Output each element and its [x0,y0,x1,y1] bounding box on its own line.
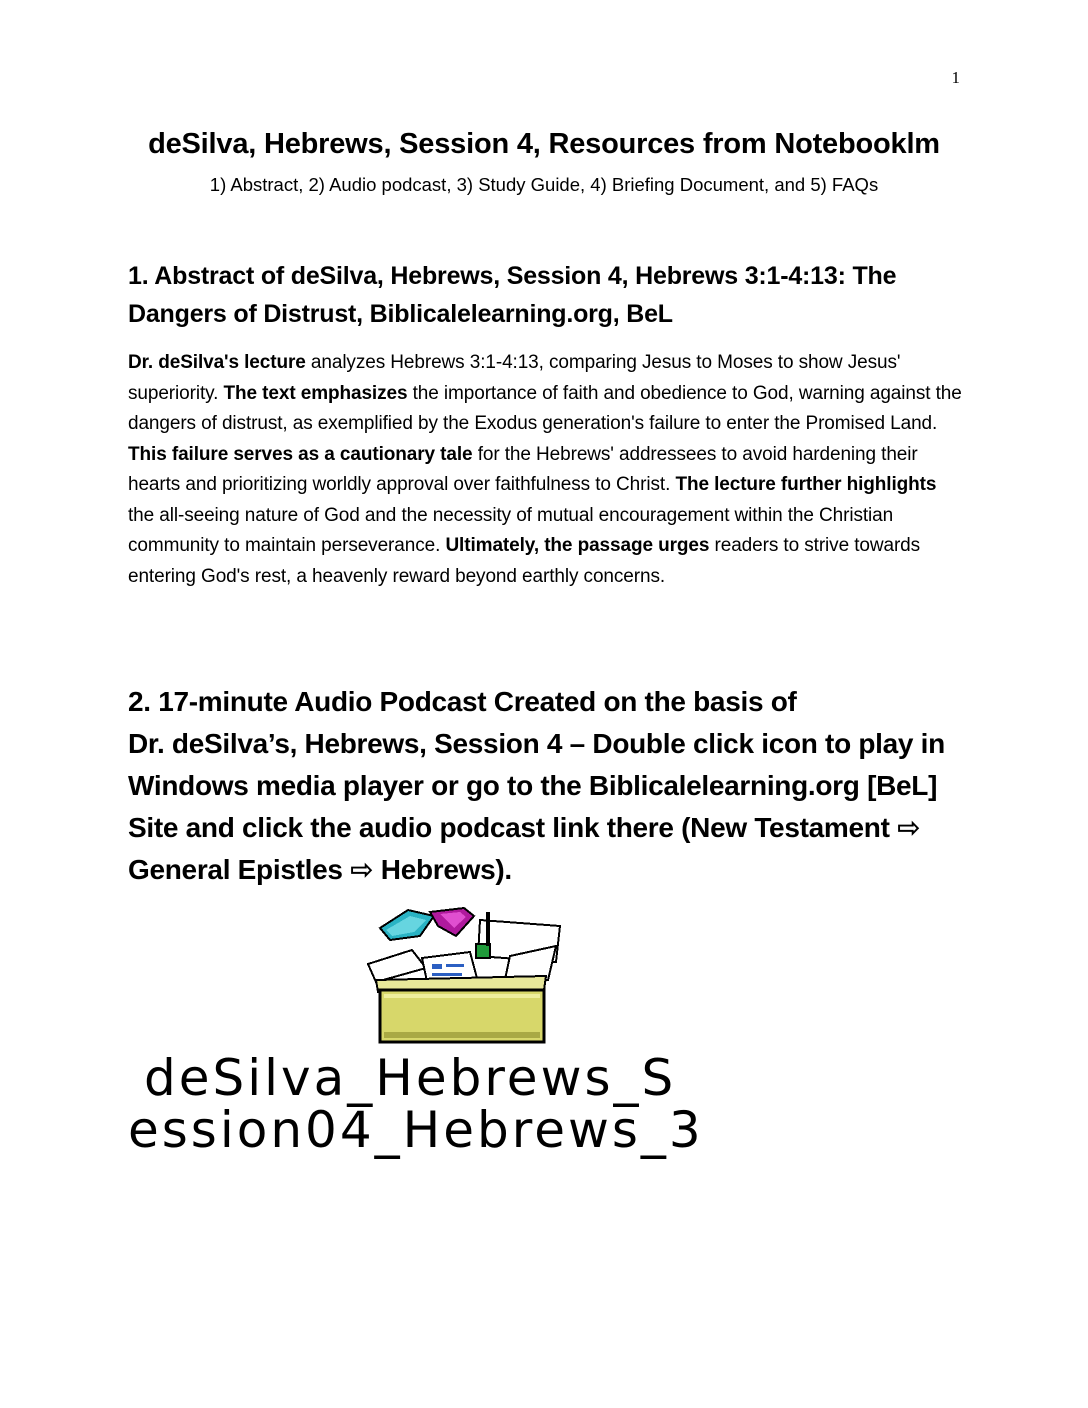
abstract-text-2: the importance of faith and obedience to God, warning against the dangers of distrust, as exemplified by the Exodus generation's failure to enter the Promised Land. [128,382,962,434]
abstract-text-5: readers to strive towards entering God's rest, a heavenly reward beyond earthly concerns. [128,535,921,587]
abstract-lead-5: Ultimately, the passage urges [445,535,710,556]
section-2-heading-line-1: 2. 17-minute Audio Podcast Created on the basis of [128,686,797,717]
section-2-heading-line-3: Windows media player or go to the Biblicalelearning.org [BeL] [128,770,938,801]
abstract-lead-1: Dr. deSilva's lecture [128,352,306,373]
section-2-heading-line-5-text-a: General Epistles [128,854,351,885]
abstract-lead-3: This failure serves as a cautionary tale [128,443,473,465]
section-2-heading-line-5 [128,849,968,891]
document-subtitle: 1) Abstract, 2) Audio podcast, 3) Study Guide, 4) Briefing Document, and 5) FAQs [209,174,879,195]
right-arrow-icon: ⇨ [897,812,921,843]
section-2-heading-line-4 [128,807,968,849]
abstract-text-3: for the Hebrews' addressees to avoid hardening their hearts and prioritizing worldly approval over faithfulness to Christ. [128,443,918,495]
section-2-heading-line-4-text: Site and click the audio podcast link there (New Testament [128,812,898,843]
section-2-heading [128,681,968,891]
attachment-filename[interactable] [128,1052,804,1164]
attachment-filename-line-1: deSilva_Hebrews_S [144,1052,677,1107]
abstract-text-1: analyzes Hebrews 3:1-4:13, comparing Jesus to Moses to show Jesus' superiority. [128,352,901,404]
package-icon[interactable] [360,906,566,1046]
document-title: deSilva, Hebrews, Session 4, Resources from Notebooklm [148,128,940,160]
section-1-heading-line-2: Dangers of Distrust, Biblicalelearning.org, BeL [128,300,673,328]
section-1-heading [128,257,958,333]
section-2-heading-line-5-text-b: Hebrews). [373,854,512,885]
attachment-filename-line-2: ession04_Hebrews_3 [128,1101,704,1159]
section-2-heading-line-2: Dr. deSilva’s, Hebrews, Session 4 – Double click icon to play in [128,728,945,759]
section-1-heading-line-1: 1. Abstract of deSilva, Hebrews, Session 4, Hebrews 3:1-4:13: The [128,262,897,290]
page-number: 1 [951,68,960,87]
abstract-text-4: the all-seeing nature of God and the necessity of mutual encouragement within the Christian community to maintain perseverance. [128,504,894,556]
abstract-lead-2: The text emphasizes [223,382,408,404]
right-arrow-icon: ⇨ [350,854,374,885]
abstract-paragraph [128,348,963,592]
abstract-lead-4: The lecture further highlights [675,474,937,495]
